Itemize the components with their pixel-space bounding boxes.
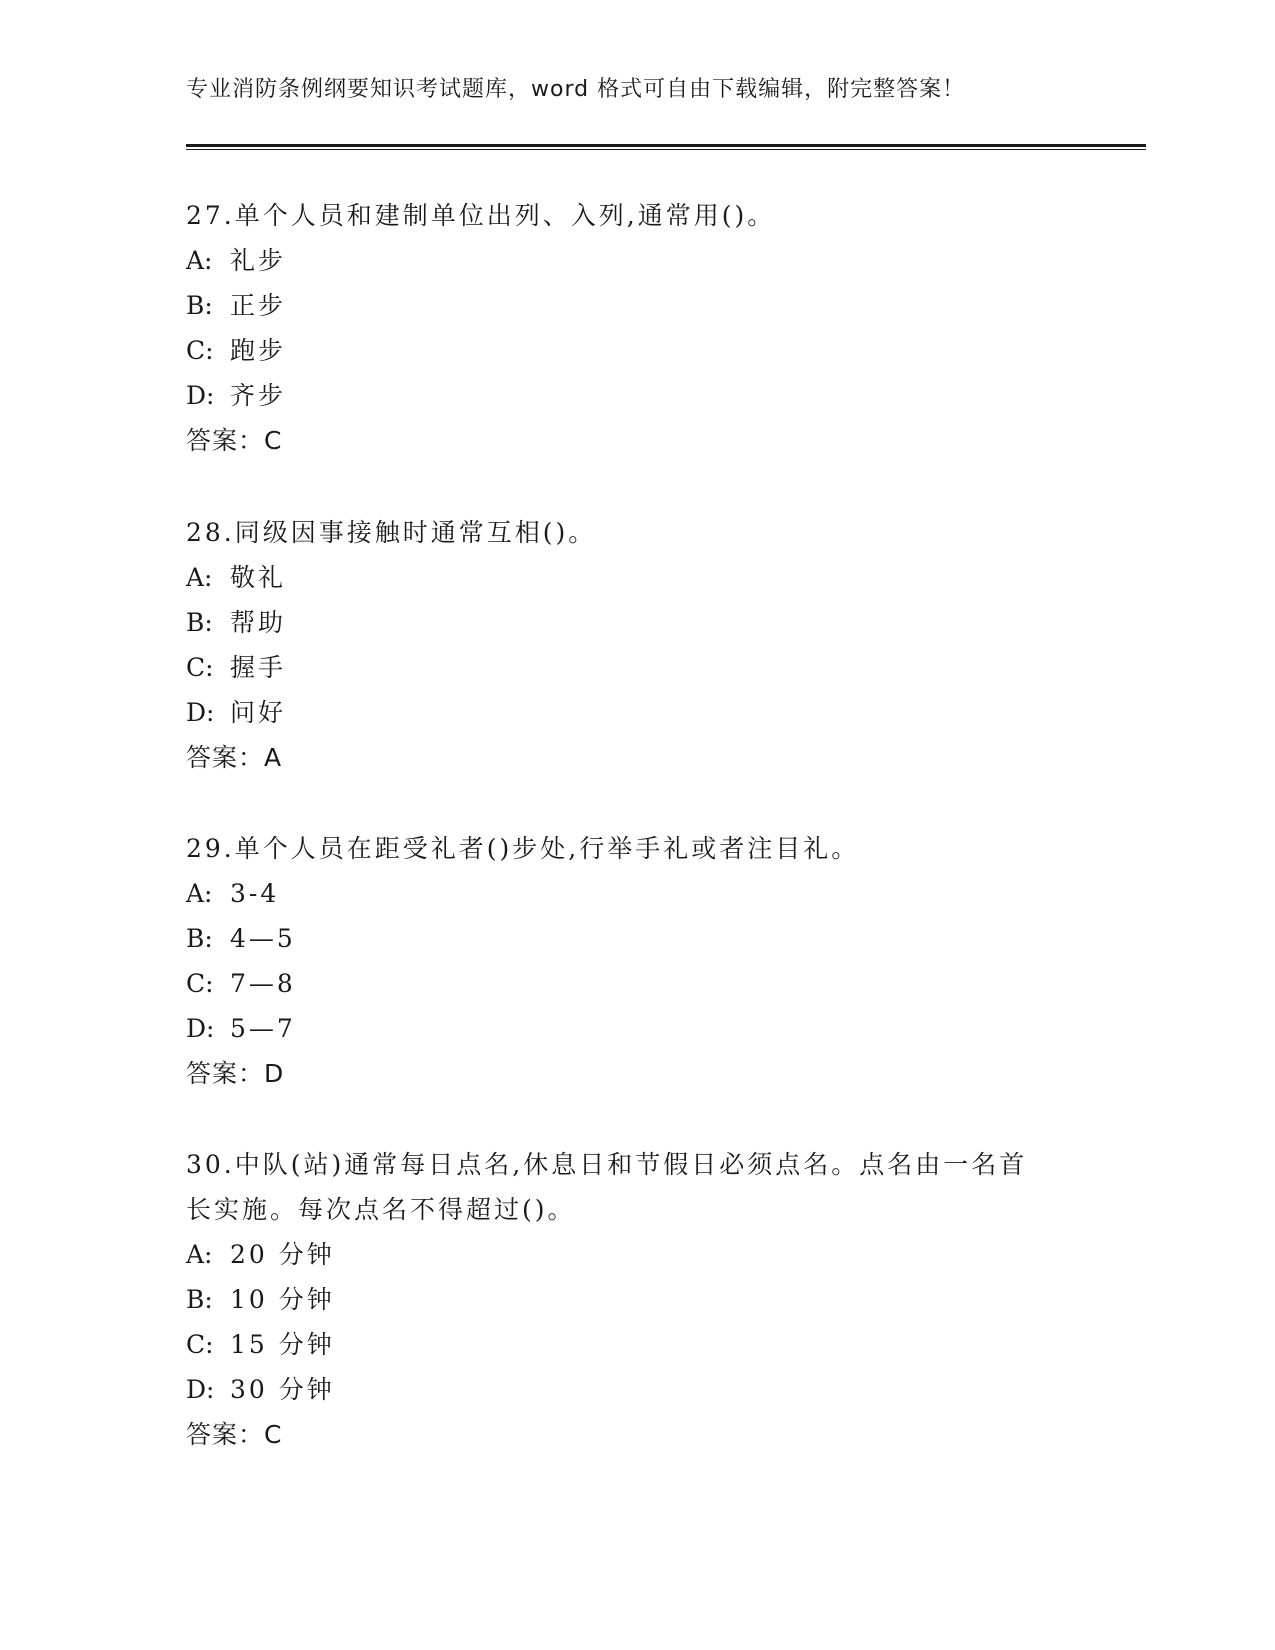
option-text: 握手 [230,653,287,682]
option-b [186,916,1086,961]
question-stem: 28.同级因事接触时通常互相()。 [186,518,597,547]
option-key: C: [186,336,214,365]
question-block [186,510,1086,780]
option-key: A: [186,246,213,275]
option-text: 4—5 [230,924,296,953]
header-rule-thick [186,144,1146,147]
document-header: 专业消防条例纲要知识考试题库，word 格式可自由下载编辑，附完整答案！ [186,77,966,102]
option-c [186,1322,1086,1367]
option-a [186,238,1086,283]
option-d [186,1367,1086,1412]
option-key: A: [186,1240,213,1269]
option-key: B: [186,1285,213,1314]
header-rule-thin [186,149,1146,150]
option-key: C: [186,653,214,682]
option-key: C: [186,969,214,998]
option-text: 正步 [230,291,287,320]
option-key: D: [186,698,215,727]
option-text: 帮助 [230,608,287,637]
option-c [186,328,1086,373]
option-text: 5—7 [230,1014,296,1043]
option-key: B: [186,924,213,953]
answer-line: 答案：C [186,1420,283,1449]
option-key: A: [186,563,213,592]
question-stem: 30.中队(站)通常每日点名,休息日和节假日必须点名。点名由一名首 [186,1150,1028,1179]
option-key: D: [186,1375,215,1404]
answer-line: 答案：D [186,1059,285,1088]
option-a [186,871,1086,916]
question-block [186,826,1086,1096]
option-text: 30 分钟 [230,1375,335,1404]
question-stem-continued: 长实施。每次点名不得超过()。 [186,1195,576,1224]
option-key: B: [186,608,213,637]
answer-line: 答案：A [186,743,283,772]
option-d [186,373,1086,418]
option-text: 齐步 [230,381,287,410]
option-b [186,1277,1086,1322]
option-a [186,1232,1086,1277]
option-text: 敬礼 [230,563,287,592]
option-c [186,645,1086,690]
option-text: 问好 [230,698,287,727]
option-key: A: [186,879,213,908]
option-key: D: [186,381,215,410]
option-key: C: [186,1330,214,1359]
question-stem: 29.单个人员在距受礼者()步处,行举手礼或者注目礼。 [186,834,860,863]
question-block [186,1142,1086,1457]
answer-line: 答案：C [186,426,283,455]
option-text: 15 分钟 [230,1330,335,1359]
question-block [186,193,1086,463]
option-text: 跑步 [230,336,287,365]
option-text: 10 分钟 [230,1285,335,1314]
option-key: D: [186,1014,215,1043]
option-text: 7—8 [230,969,296,998]
option-text: 20 分钟 [230,1240,335,1269]
option-text: 3-4 [230,879,280,908]
option-a [186,555,1086,600]
question-stem: 27.单个人员和建制单位出列、入列,通常用()。 [186,201,776,230]
option-text: 礼步 [230,246,287,275]
option-b [186,283,1086,328]
option-b [186,600,1086,645]
option-key: B: [186,291,213,320]
option-c [186,961,1086,1006]
option-d [186,690,1086,735]
option-d [186,1006,1086,1051]
